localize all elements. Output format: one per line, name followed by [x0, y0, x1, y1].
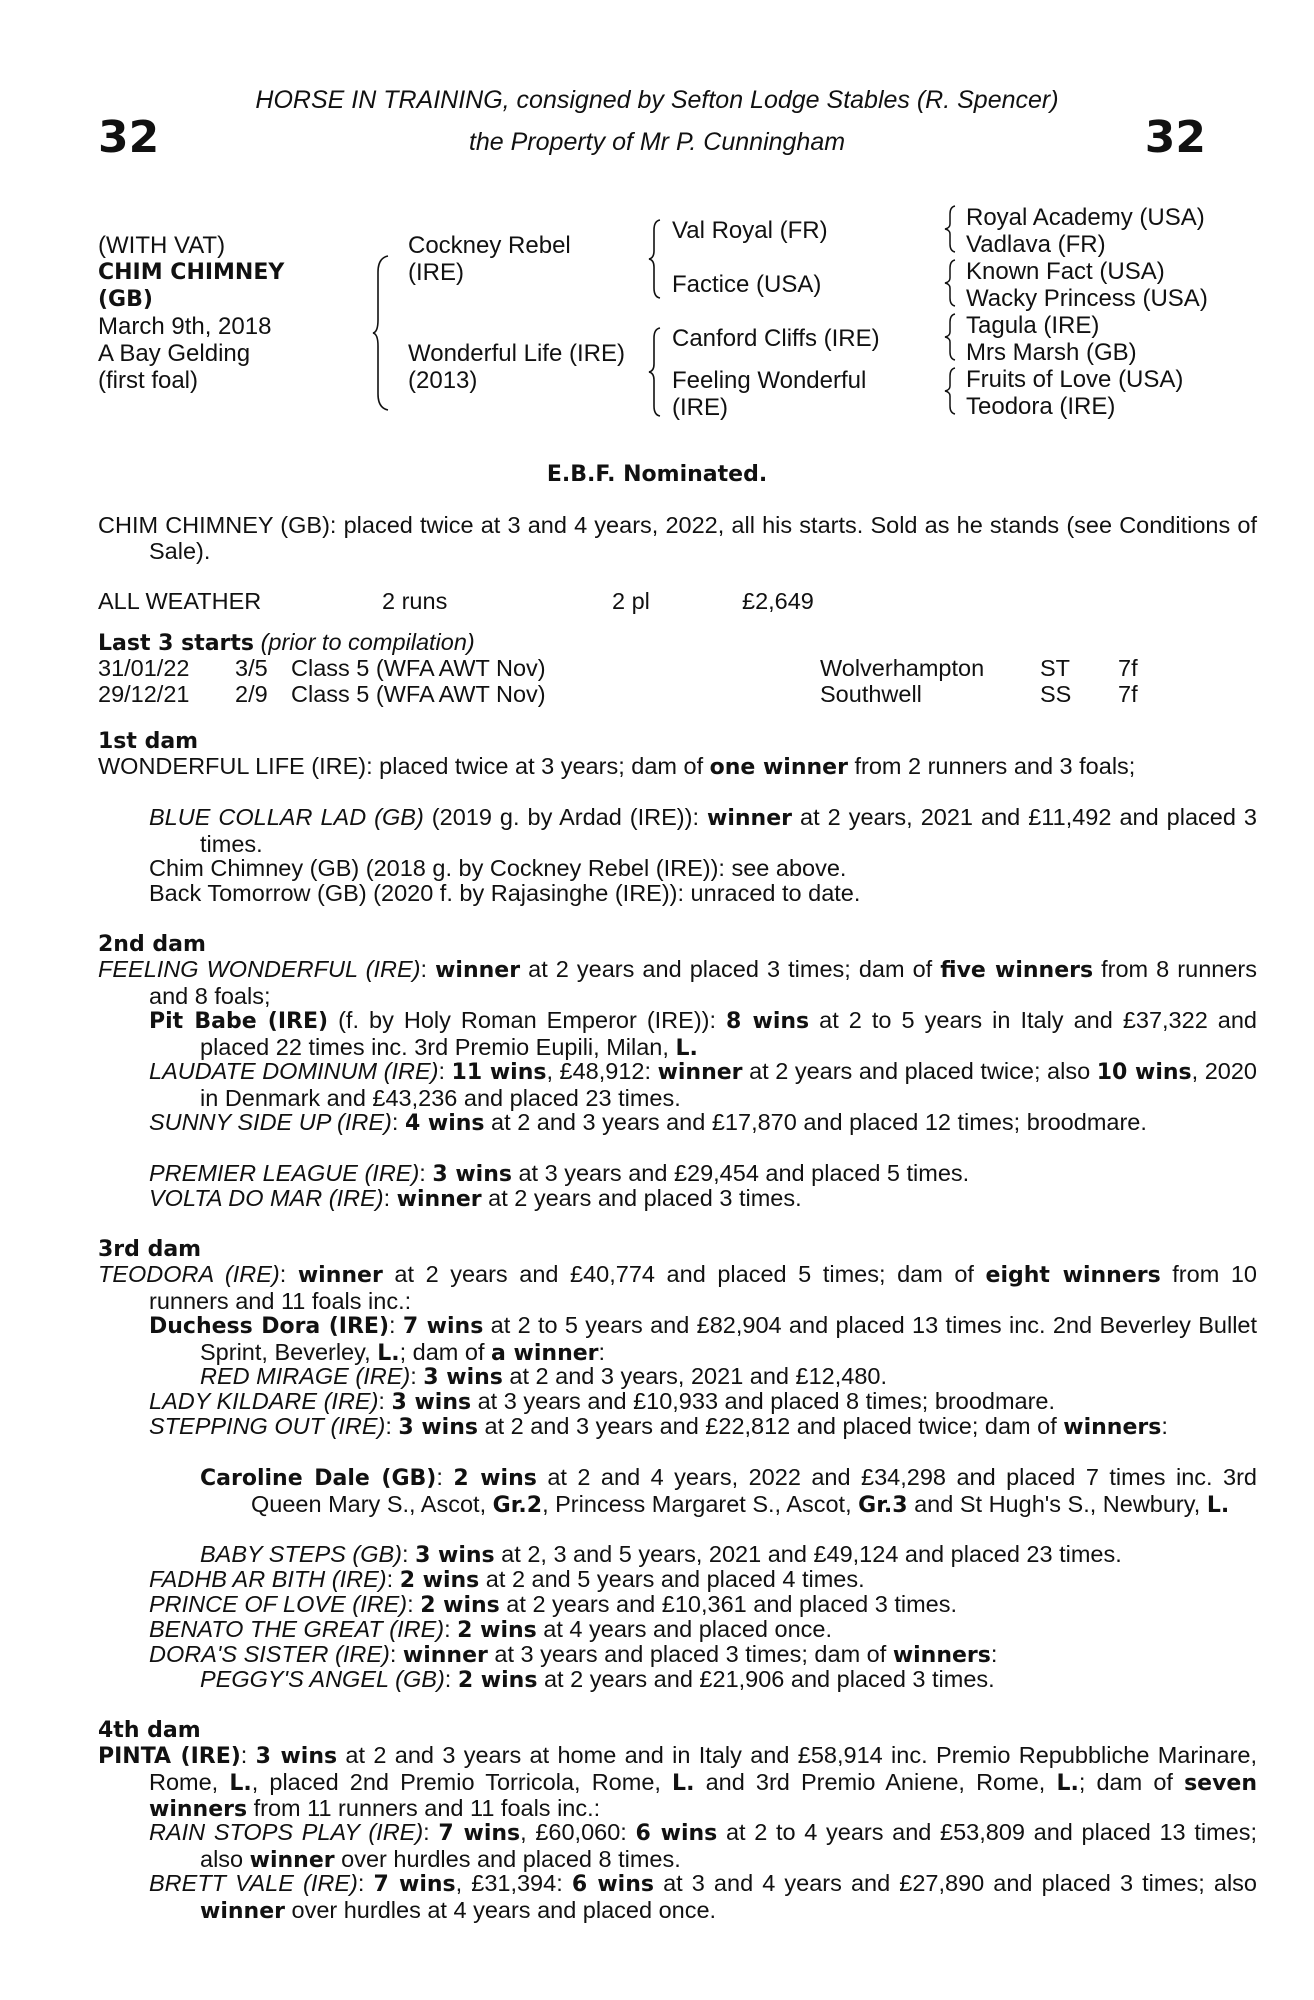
dam4-produce: RAIN STOPS PLAY (IRE): 7 wins, £60,060: 6 wins at 2 to 4 years and £53,809 and placed 13 times; also winner over hurdles and placed 8 times.: [149, 1819, 1257, 1873]
dam2-produce: VOLTA DO MAR (IRE): winner at 2 years and placed 3 times.: [149, 1185, 802, 1212]
sire-dam: Factice (USA): [672, 271, 822, 298]
sire-sire: Val Royal (FR): [672, 217, 828, 244]
horse-description: A Bay Gelding: [98, 340, 251, 367]
dam-dam: Feeling Wonderful (IRE): [672, 367, 867, 421]
ancestor: Wacky Princess (USA): [966, 285, 1208, 312]
dam: Wonderful Life (IRE) (2013): [408, 340, 625, 394]
horse-info: [98, 232, 284, 394]
foal-note: (first foal): [98, 367, 199, 394]
section-1st-dam: 1st dam: [98, 729, 199, 754]
record-surface: ALL WEATHER: [98, 588, 262, 614]
pedigree-brace-g1: [944, 204, 958, 254]
pedigree-brace-main: [372, 254, 392, 412]
lot-number-left: 32: [98, 112, 160, 163]
property-line: the Property of Mr P. Cunningham: [468, 128, 846, 156]
dam3-produce: PRINCE OF LOVE (IRE): 2 wins at 2 years and £10,361 and placed 3 times.: [149, 1591, 958, 1618]
ancestor: Tagula (IRE): [966, 312, 1100, 339]
section-2nd-dam: 2nd dam: [98, 932, 206, 957]
dam1-entry: WONDERFUL LIFE (IRE): placed twice at 3 years; dam of one winner from 2 runners and 3 foals;: [98, 753, 1136, 780]
gen3-ancestors: [966, 204, 1208, 420]
horse-name-country: (GB): [98, 287, 153, 312]
dam1-produce: BLUE COLLAR LAD (GB) (2019 g. by Ardad (IRE)): winner at 2 years, 2021 and £11,492 and placed 3 times.: [149, 804, 1258, 857]
pedigree-brace-g4: [944, 366, 958, 416]
ancestor: Fruits of Love (USA): [966, 366, 1184, 393]
dam3-grand-produce: PEGGY'S ANGEL (GB): 2 wins at 2 years and £21,906 and placed 3 times.: [200, 1666, 995, 1693]
dam3-grand-produce: Caroline Dale (GB): 2 wins at 2 and 4 years, 2022 and £34,298 and placed 7 times inc. 3rd Queen Mary S., Ascot, Gr.2, Princess Margaret S., Ascot, Gr.3 and St Hugh's S., Newbury, L.: [200, 1464, 1257, 1518]
vat-note: (WITH VAT): [98, 232, 226, 259]
dam1-produce: Chim Chimney (GB) (2018 g. by Cockney Rebel (IRE)): see above.: [149, 855, 847, 881]
pedigree-brace-g2: [944, 258, 958, 308]
dam3-grand-produce: BABY STEPS (GB): 3 wins at 2, 3 and 5 years, 2021 and £49,124 and placed 23 times.: [200, 1541, 1122, 1568]
dam3-grand-produce: RED MIRAGE (IRE): 3 wins at 2 and 3 years, 2021 and £12,480.: [200, 1363, 888, 1390]
pedigree-brace-g3: [944, 312, 958, 362]
dam4-entry: PINTA (IRE): 3 wins at 2 and 3 years at home and in Italy and £58,914 inc. Premio Repubbliche Marinare, Rome, L., placed 2nd Premio Torricola, Rome, L. and 3rd Premio Aniene, Rome, L.; dam of seven winners from 11 runners and 11 foals inc.:: [98, 1742, 1258, 1823]
dam3-produce: LADY KILDARE (IRE): 3 wins at 3 years and £10,933 and placed 8 times; broodmare.: [149, 1388, 1056, 1415]
dam2-produce: PREMIER LEAGUE (IRE): 3 wins at 3 years and £29,454 and placed 5 times.: [149, 1160, 970, 1187]
dam2-produce: SUNNY SIDE UP (IRE): 4 wins at 2 and 3 years and £17,870 and placed 12 times; broodmare.: [149, 1109, 1147, 1136]
dam1-produce: Back Tomorrow (GB) (2020 f. by Rajasinghe (IRE)): unraced to date.: [149, 880, 861, 906]
pedigree-brace-sire: [648, 218, 664, 300]
pedigree-brace-dam: [648, 326, 664, 418]
lot-number-right: 32: [1144, 112, 1206, 163]
horse-name: CHIM CHIMNEY: [98, 260, 285, 285]
consignment-line: HORSE IN TRAINING, consigned by Sefton Lodge Stables (R. Spencer): [255, 86, 1059, 114]
dam3-produce: FADHB AR BITH (IRE): 2 wins at 2 and 5 years and placed 4 times.: [149, 1566, 865, 1593]
record-earnings: £2,649: [742, 588, 814, 614]
ancestor: Teodora (IRE): [966, 393, 1116, 420]
dam2-produce: LAUDATE DOMINUM (IRE): 11 wins, £48,912: winner at 2 years and placed twice; also 10 wins, 2020 in Denmark and £43,236 and placed 23 times.: [149, 1058, 1257, 1111]
dam2-produce: Pit Babe (IRE) (f. by Holy Roman Emperor (IRE)): 8 wins at 2 to 5 years in Italy and £37,322 and placed 22 times inc. 3rd Premio Eupili, Milan, L.: [149, 1007, 1258, 1061]
foaling-date: March 9th, 2018: [98, 313, 272, 340]
section-3rd-dam: 3rd dam: [98, 1237, 202, 1262]
dam3-entry: TEODORA (IRE): winner at 2 years and £40,774 and placed 5 times; dam of eight winners from 10 runners and 11 foals inc.:: [98, 1261, 1257, 1314]
dam3-produce: Duchess Dora (IRE): 7 wins at 2 to 5 years and £82,904 and placed 13 times inc. 2nd Beverley Bullet Sprint, Beverley, L.; dam of a winner:: [149, 1312, 1258, 1366]
dam3-produce: STEPPING OUT (IRE): 3 wins at 2 and 3 years and £22,812 and placed twice; dam of winners:: [149, 1413, 1168, 1440]
ancestor: Royal Academy (USA): [966, 204, 1205, 231]
ancestor: Vadlava (FR): [966, 231, 1106, 258]
section-4th-dam: 4th dam: [98, 1718, 201, 1743]
sire: Cockney Rebel (IRE): [408, 232, 571, 286]
ancestor: Mrs Marsh (GB): [966, 339, 1137, 366]
ebf-nominated: E.B.F. Nominated.: [546, 462, 768, 487]
dam4-produce: BRETT VALE (IRE): 7 wins, £31,394: 6 wins at 3 and 4 years and £27,890 and placed 3 times; also winner over hurdles at 4 years and placed once.: [149, 1870, 1257, 1924]
dam-sire: Canford Cliffs (IRE): [672, 325, 880, 352]
dam3-produce: BENATO THE GREAT (IRE): 2 wins at 4 years and placed once.: [149, 1616, 833, 1643]
ancestor: Known Fact (USA): [966, 258, 1165, 285]
record-placed: 2 pl: [612, 588, 650, 614]
last-starts-heading: Last 3 starts (prior to compilation): [98, 629, 475, 656]
start-row: 31/01/22 3/5 Class 5 (WFA AWT Nov) Wolverhampton ST 7f: [98, 655, 1138, 681]
start-row: 29/12/21 2/9 Class 5 (WFA AWT Nov) Southwell SS 7f: [98, 681, 1138, 707]
horse-summary: CHIM CHIMNEY (GB): placed twice at 3 and 4 years, 2022, all his starts. Sold as he stands (see Conditions of Sale).: [98, 512, 1257, 564]
dam2-entry: FEELING WONDERFUL (IRE): winner at 2 years and placed 3 times; dam of five winners from 8 runners and 8 foals;: [98, 956, 1257, 1009]
record-runs: 2 runs: [382, 588, 448, 614]
dam3-produce: DORA'S SISTER (IRE): winner at 3 years and placed 3 times; dam of winners:: [149, 1641, 998, 1668]
